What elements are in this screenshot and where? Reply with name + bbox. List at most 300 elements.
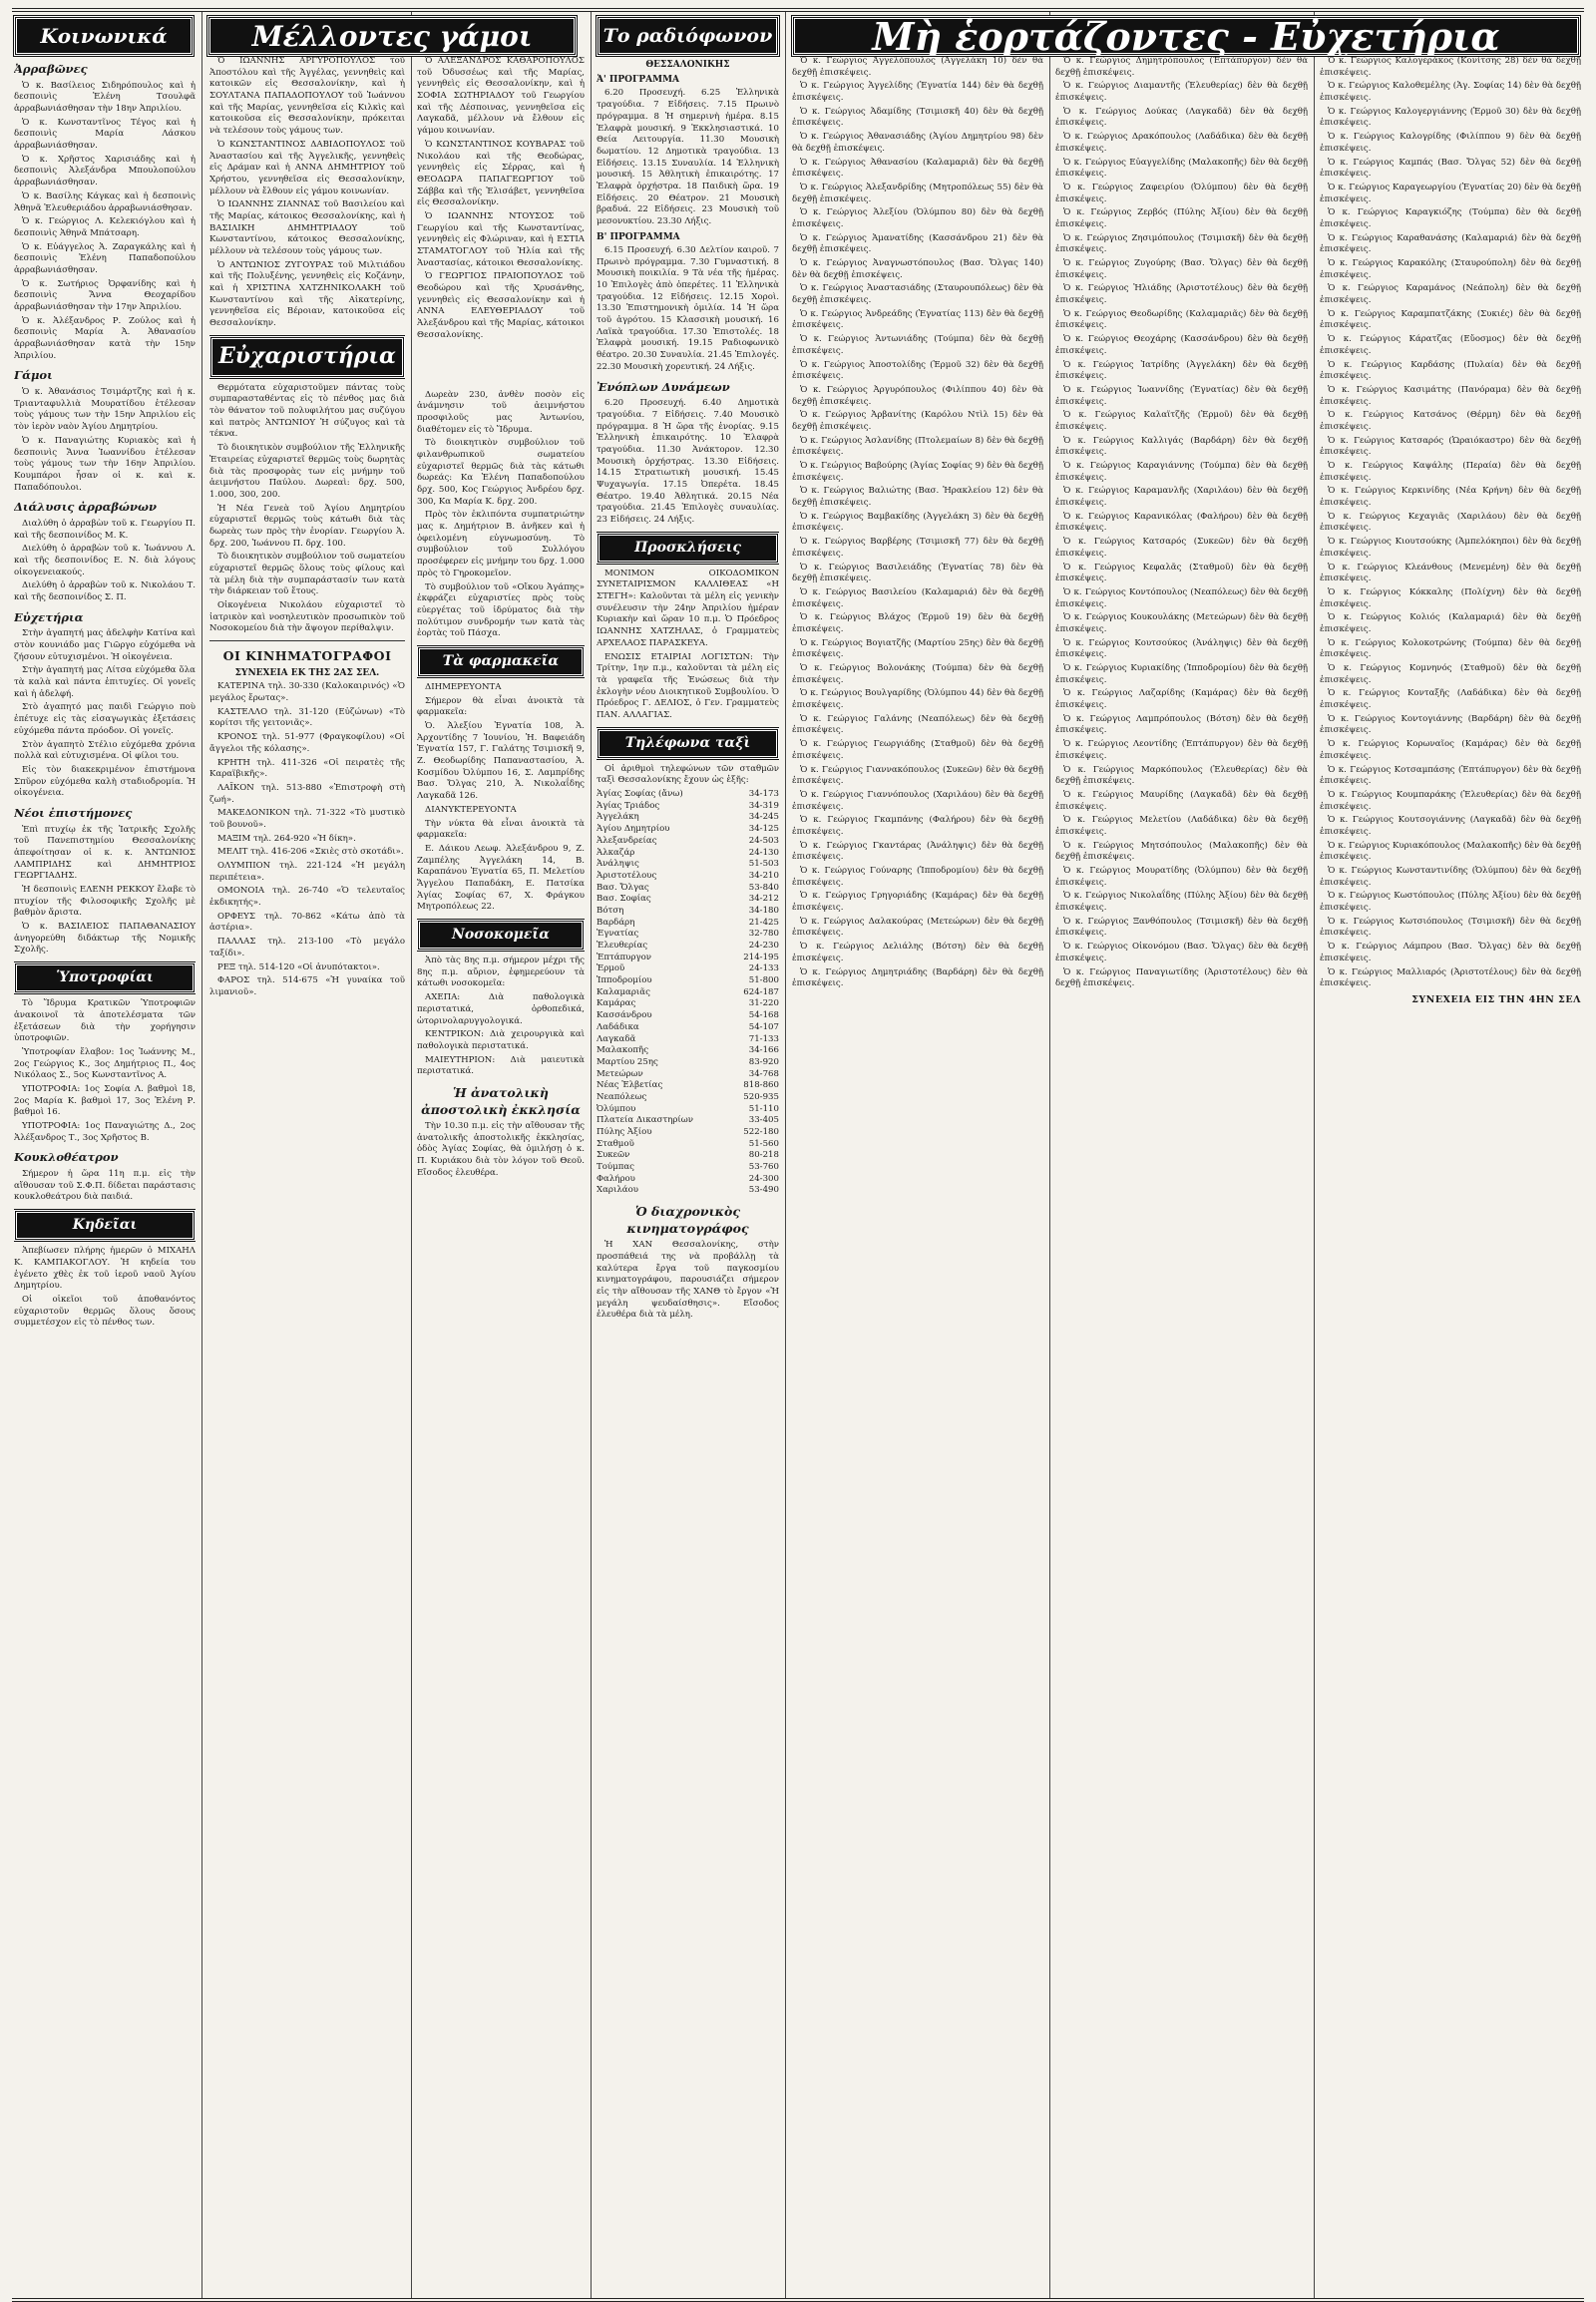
list-item — [792, 183, 1043, 205]
taxi-phone-number: 34-166 — [748, 1045, 779, 1056]
list-item — [1055, 739, 1308, 762]
entry-name: Μαλλιαρός (Ἀριστοτέλους) — [1396, 966, 1518, 977]
entry-name: Δαλακούρας (Μετεώρων) — [868, 916, 981, 927]
entry-name: Βαμβακίδης (Ἀγγελάκη 3) — [867, 511, 982, 522]
entry-name: Γκαντάρας (Ἀνάληψις) — [872, 840, 977, 851]
entry-prefix: Ὁ κ. Γεώργιος — [800, 916, 865, 927]
entry-prefix: Ὁ κ. Γεώργιος — [1063, 232, 1128, 243]
entry-prefix: Ὁ κ. Γεώργιος — [800, 232, 867, 243]
paragraph: Ὁ ΑΝΤΩΝΙΟΣ ΖΥΓΟΥΡΑΣ τοῦ Μιλτιάδου καὶ τῆς Πολυξένης, γεννηθεὶς εἰς Κοζάνην, καὶ ἡ ΧΡΙΣΤΙΝΑ ΧΑΤΖΗΝΙΚΟΛΑΚΗ τοῦ Κωνσταντίνου καὶ τῆς Αἰκατερίνης, γεννηθεῖσα εἰς Βέροιαν, κατοικοῦσα εἰς Θεσσαλονίκην. — [209, 259, 405, 329]
entry-name: Ζερβός (Πύλης Ἀξίου) — [1137, 207, 1240, 218]
anatoliki-heading: Ἡ ἀνατολικὴ ἀποστολικὴ ἐκκλησία — [421, 1084, 581, 1117]
entry-suffix: δὲν θὰ δεχθῇ ἐπισκέψεις. — [1055, 663, 1308, 685]
entry-name: Βουλγαρίδης (Ὀλύμπου 44) — [865, 688, 985, 699]
entry-suffix: δὲν θὰ δεχθῇ ἐπισκέψεις. — [1055, 334, 1308, 356]
paragraph: Ὁ ΙΩΑΝΝΗΣ ΝΤΟΥΣΟΣ τοῦ Γεωργίου καὶ τῆς Κωνσταντίνας, γεννηθεὶς εἰς Φλώριναν, καὶ ἡ ΕΣΤΙΑ ΣΤΑΜΑΤΟΓΛΟΥ τοῦ Ἠλία καὶ τῆς Ἀναστασίας, κάτοικοι Θεσσαλονίκης. — [417, 210, 585, 268]
list-item — [1320, 739, 1581, 762]
list-item — [1055, 967, 1308, 990]
entry-suffix: δὲν θὰ δεχθῇ ἐπισκέψεις. — [1055, 81, 1308, 104]
entry-suffix: δὲν θὰ δεχθῇ ἐπισκέψεις. — [1320, 612, 1581, 634]
paragraph: Στὴν ἀγαπητή μας ἀδελφὴν Κατίνα καὶ στὸν κουνιάδο μας Γιῶργο εὐχόμεθα νὰ ζήσουν εὐτυχισμένοι. Ἡ οἰκογένεια. — [14, 628, 196, 662]
entry-suffix: δὲν θὰ δεχθῇ ἐπισκέψεις. — [1320, 359, 1581, 382]
list-item — [1320, 866, 1581, 889]
list-item — [1055, 81, 1308, 104]
taxi-phone-number: 31-220 — [748, 998, 779, 1009]
taxi-phone-number: 54-168 — [748, 1010, 779, 1021]
eortazontes-list — [1320, 56, 1581, 990]
eucharistiria-list — [417, 390, 585, 640]
entry-name: Καλοθεμέλης (Ἀγ. Σοφίας 14) — [1392, 81, 1522, 92]
entry-prefix: Ὁ κ. Γεώργιος — [1328, 511, 1400, 522]
taxi-phone-number: 33-405 — [748, 1115, 779, 1126]
list-item — [1320, 436, 1581, 459]
mellontes-list — [417, 56, 585, 342]
taxi-phone-number: 51-800 — [748, 975, 779, 986]
entry-suffix: δὲν θὰ δεχθῇ ἐπισκέψεις. — [792, 537, 1043, 559]
list-item — [1320, 183, 1581, 205]
entry-suffix: δὲν θὰ δεχθῇ ἐπισκέψεις. — [1320, 106, 1581, 129]
entry-name: Βογιατζῆς (Μαρτίου 25ης) — [866, 637, 984, 648]
entry-suffix: δὲν θὰ δεχθῇ ἐπισκέψεις. — [792, 410, 1043, 432]
entry-suffix: δὲν θὰ δεχθῇ ἐπισκέψεις. — [1320, 663, 1581, 685]
entry-name: Εὐαγγελίδης (Μαλακοπῆς) — [1129, 157, 1248, 168]
table-row — [597, 941, 779, 953]
column-mellontes-2 — [417, 56, 585, 2292]
entry-prefix: Ὁ κ. Γεώργιος — [800, 81, 865, 92]
entry-prefix: Ὁ κ. Γεώργιος — [1328, 789, 1393, 800]
entry-prefix: Ὁ κ. Γεώργιος — [800, 663, 871, 673]
paragraph: Τὸ διοικητικὸν συμβούλιον τοῦ φιλανθρωπικοῦ σωματείου εὐχαριστεῖ θερμῶς διὰ τὰς κάτωθι δωρεάς: Κα Ἑλένη Παπαδοπούλου δρχ. 500, Κος Γεώργιος Ἀνδρέου δρχ. 300, Κα Μαρία Κ. δρχ. 200. — [417, 438, 585, 507]
entry-prefix: Ὁ κ. Γεώργιος — [1063, 789, 1134, 800]
entry-prefix: Ὁ κ. Γεώργιος — [800, 866, 866, 876]
enoplon-text: 6.20 Προσευχή. 6.40 Δημοτικὰ τραγούδια. 7 Εἰδήσεις. 7.40 Μουσικὸ πρόγραμμα. 8 Ἡ ὥρα τῆς ἐνορίας. 9.15 Ἐλληνικὴ ἐπικαιρότης. 10 Ἐλαφρὰ τραγούδια. 11.30 Ἀνάκτορον. 12.30 Μουσικὴ ὀρχήστρας. 13.30 Εἰδήσεις. 14.15 Στρατιωτικὴ μουσική. 15.45 Ψυχαγωγία. 17.15 Ὀπερέτα. 18.45 Θέατρο. 19.40 Ἀθλητικά. 20.15 Νέα τραγούδια. 21.45 Ἐπιλογὲς συναυλίας. 23 Εἰδήσεις. 24 Λήξις. — [597, 398, 779, 526]
table-row — [597, 1115, 779, 1127]
entry-suffix: δὲν θὰ δεχθῇ ἐπισκέψεις. — [1055, 435, 1308, 458]
taxi-station-name: Ἀγγελάκη — [597, 812, 639, 823]
entry-prefix: Ὁ κ. Γεώργιος — [1328, 359, 1402, 370]
table-row — [597, 975, 779, 987]
entry-suffix: δὲν θὰ δεχθῇ ἐπισκέψεις. — [1055, 916, 1308, 939]
entry-prefix: Ὁ κ. Γεώργιος — [800, 537, 866, 548]
entry-prefix: Ὁ κ. Γεώργιος — [1063, 891, 1127, 902]
entry-name: Καρακόλης (Σταυρούπολη) — [1397, 258, 1517, 268]
taxi-station-name: Ἀνάληψις — [597, 859, 639, 870]
neoi-list — [14, 825, 196, 958]
column-rule — [1314, 12, 1315, 2298]
taxi-station-name: Καμάρας — [597, 998, 636, 1009]
entry-prefix: Ὁ κ. Γεώργιος — [1063, 612, 1127, 623]
entry-prefix: Ὁ κ. Γεώργιος — [1328, 81, 1391, 92]
entry-name: Ἀποστολίδης (Ἑρμοῦ 32) — [869, 359, 981, 370]
entry-suffix: δὲν θὰ δεχθῇ ἐπισκέψεις. — [1055, 764, 1308, 787]
taxi-phone-number: 51-110 — [748, 1103, 779, 1114]
entry-name: Κερκινίδης (Νέα Κρήνη) — [1400, 486, 1513, 497]
entry-prefix: Ὁ κ. Γεώργιος — [1063, 586, 1126, 597]
paragraph: Τὸ συμβούλιον τοῦ «Οἴκου Ἀγάπης» ἐκφράζει εὐχαριστίες πρὸς τοὺς εὐεργέτας τοῦ ἱδρύματος διὰ τὴν πολύτιμον συνδρομήν των κατὰ τὰς ἑορτὰς τοῦ Πάσχα. — [417, 581, 585, 639]
taxi-phone-number: 51-560 — [748, 1138, 779, 1149]
entry-prefix: Ὁ κ. Γεώργιος — [1063, 435, 1134, 446]
entry-name: Βαλιώτης (Βασ. Ἡρακλείου 12) — [868, 486, 1009, 497]
entry-suffix: δὲν θὰ δεχθῇ ἐπισκέψεις. — [1055, 56, 1308, 78]
taxi-station-name: Βότση — [597, 905, 624, 916]
entry-suffix: δὲν θὰ δεχθῇ ἐπισκέψεις. — [1320, 461, 1581, 483]
entry-suffix: δὲν θὰ δεχθῇ ἐπισκέψεις. — [792, 461, 1043, 483]
entry-name: Βλάχος (Ἑρμοῦ 19) — [878, 612, 972, 623]
list-item — [1055, 815, 1308, 838]
list-item — [1320, 815, 1581, 838]
banner-spacer — [417, 344, 585, 390]
list-item — [792, 410, 1043, 433]
table-row — [597, 1069, 779, 1081]
taxi-station-name: Νέας Ἐλβετίας — [597, 1080, 663, 1091]
entry-name: Καραθανάσης (Καλαμαριά) — [1396, 232, 1518, 243]
section-heading: Κουκλοθέατρον — [14, 1150, 119, 1165]
paragraph: Ἡ Νέα Γενεὰ τοῦ Ἀγίου Δημητρίου εὐχαριστεῖ θερμῶς τοὺς κάτωθι διὰ τὰς δωρεὰς των πρὸς τὴν ἐνορίαν. Γεωργίου Ἀ. δρχ. 200, Ἰωάννου Π. δρχ. 100. — [209, 503, 405, 549]
entry-suffix: δὲν θὰ δεχθῇ ἐπισκέψεις. — [1055, 132, 1308, 154]
entry-suffix: δὲν θὰ δεχθῇ ἐπισκέψεις. — [1320, 537, 1581, 559]
column-rule — [591, 12, 592, 2298]
entry-prefix: Ὁ κ. Γεώργιος — [1063, 334, 1129, 345]
paragraph: ΟΡΦΕΥΣ τηλ. 70-862 «Κάτω ἀπὸ τὰ ἀστέρια». — [209, 911, 405, 934]
list-item — [1055, 537, 1308, 560]
continued-note: ΣΥΝΕΧΕΙΑ ΕΙΣ ΤΗΝ 4ΗΝ ΣΕΛ — [1411, 993, 1581, 1005]
entry-suffix: δὲν θὰ δεχθῇ ἐπισκέψεις. — [1320, 157, 1581, 180]
entry-suffix: δὲν θὰ δεχθῇ ἐπισκέψεις. — [1320, 334, 1581, 356]
entry-suffix: δὲν θὰ δεχθῇ ἐπισκέψεις. — [1320, 713, 1581, 736]
entry-name: Γαλάνης (Νεαπόλεως) — [874, 713, 976, 724]
entry-name: Ἠλιάδης (Ἀριστοτέλους) — [1133, 283, 1244, 294]
entry-suffix: δὲν θὰ δεχθῇ ἐπισκέψεις. — [1055, 866, 1308, 888]
entry-prefix: Ὁ κ. Γεώργιος — [1328, 586, 1401, 597]
taxi-station-name: Ἀλεξανδρείας — [597, 835, 657, 846]
column-eortazontes-2 — [1055, 56, 1308, 2292]
entry-prefix: Ὁ κ. Γεώργιος — [1328, 764, 1392, 775]
list-item — [1320, 410, 1581, 433]
column-eortazontes-3 — [1320, 56, 1581, 2292]
entry-name: Διαμαντῆς (Ἐλευθερίας) — [1133, 81, 1243, 92]
column-rule — [411, 12, 412, 2298]
paragraph: Ὁ κ. Ἀλέξανδρος Ρ. Ζούλος καὶ ἡ δεσποινὶς Μαρία Ἀ. Ἀθανασίου ἀρραβωνιάσθησαν κατὰ τὴν 15ην Ἀπριλίου. — [14, 315, 196, 361]
taxi-station-name: Ἑρμοῦ — [597, 963, 625, 974]
entry-prefix: Ὁ κ. Γεώργιος — [800, 258, 868, 268]
taxi-station-name: Βαρδάρη — [597, 917, 635, 928]
paragraph: Τὸ Ἵδρυμα Κρατικῶν Ὑποτροφιῶν ἀνακοινοῖ τὰ ἀποτελέσματα τῶν ἐξετάσεων διὰ τὴν χορήγησιν ὑποτροφιῶν. — [14, 998, 196, 1044]
entry-suffix: δὲν θὰ δεχθῇ ἐπισκέψεις. — [792, 688, 1043, 711]
list-item — [1055, 942, 1308, 964]
entry-prefix: Ὁ κ. Γεώργιος — [1063, 132, 1128, 143]
taxi-phone-number: 24-230 — [748, 941, 779, 952]
entry-suffix: δὲν θὰ δεχθῇ ἐπισκέψεις. — [1055, 384, 1308, 407]
entry-suffix: δὲν θὰ δεχθῇ ἐπισκέψεις. — [1055, 789, 1308, 812]
paragraph: Δωρεὰν 230, ἀνθὲν ποσὸν εἰς ἀνάμνησιν τοῦ ἀειμνήστου προσφιλοῦς μας Ἀντωνίου, διαθέτομεν εἰς τὸ Ἵδρυμα. — [417, 389, 585, 435]
entry-name: Κολοκοτρώνης (Τούμπα) — [1401, 637, 1512, 648]
table-row — [597, 953, 779, 964]
entry-prefix: Ὁ κ. Γεώργιος — [800, 586, 867, 597]
eucharistiria-banner: Εὐχαριστήρια — [209, 336, 405, 378]
kideia-list — [14, 1246, 196, 1330]
entry-name: Κεφαλᾶς (Σταθμοῦ) — [1142, 562, 1234, 573]
entry-suffix: δὲν θὰ δεχθῇ ἐπισκέψεις. — [792, 157, 1043, 180]
entry-suffix: δὲν θὰ δεχθῇ ἐπισκέψεις. — [1320, 637, 1581, 660]
list-item — [1055, 512, 1308, 535]
entry-name: Ἀλεξίου (Ὀλύμπου 80) — [873, 207, 977, 218]
entry-name: Ἀγγελίδης (Ἐγνατία 144) — [868, 81, 982, 92]
entry-suffix: δὲν θὰ δεχθῇ ἐπισκέψεις. — [792, 764, 1043, 787]
list-item — [792, 688, 1043, 711]
entry-name: Βολονάκης (Τούμπα) — [877, 663, 973, 673]
entry-prefix: Ὁ κ. Γεώργιος — [800, 789, 864, 800]
entry-name: Ἀγγελόπουλος (Ἀγγελάκη 10) — [872, 56, 1007, 66]
entry-prefix: Ὁ κ. Γεώργιος — [1063, 81, 1129, 92]
entry-prefix: Ὁ κ. Γεώργιος — [1063, 182, 1133, 192]
entry-prefix: Ὁ κ. Γεώργιος — [1328, 410, 1404, 421]
mellontes-banner: Μέλλοντες γάμοι — [207, 16, 577, 56]
column-social — [14, 56, 196, 2292]
entry-name: Γκαμπάνης (Φαλήρου) — [874, 815, 976, 826]
entry-suffix: δὲν θὰ δεχθῇ ἐπισκέψεις. — [792, 81, 1043, 104]
diachronika-heading: Ὁ διαχρονικὸς κινηματογράφος — [626, 1204, 749, 1237]
entry-name: Καψάλης (Περαία) — [1412, 461, 1501, 471]
list-item — [1055, 107, 1308, 130]
list-item — [792, 815, 1043, 838]
entry-suffix: δὲν θὰ δεχθῇ ἐπισκέψεις. — [1055, 815, 1308, 837]
entry-suffix: δὲν θὰ δεχθῇ ἐπισκέψεις. — [1320, 789, 1581, 812]
table-row — [597, 848, 779, 860]
paragraph: ΟΛΥΜΠΙΟΝ τηλ. 221-124 «Ἡ μεγάλη περιπέτεια». — [209, 861, 405, 883]
list-item — [1320, 967, 1581, 990]
paragraph: Ὁ. Ἀλεξίου Ἐγνατία 108, Ἀ. Ἀρχοντίδης 7 Ἰουνίου, Ἠ. Βαφειάδη Ἐγνατία 157, Γ. Γαλάτης Τσιμισκῆ 9, Ζ. Θεοδωρίδης Παπαναστασίου, Ἀ. Κοσμίδου Ὀλύμπου 16, Σ. Λαμπρίδης Βασ. Ὄλγας 210, Ἀ. Νικολαΐδης Λαγκαδᾶ 126. — [417, 721, 585, 802]
list-item — [1055, 612, 1308, 635]
section-heading: Ἀρραβῶνες — [14, 62, 88, 76]
entry-prefix: Ὁ κ. Γεώργιος — [800, 435, 863, 446]
entry-prefix: Ὁ κ. Γεώργιος — [800, 637, 863, 648]
entry-name: Καραγιάννης (Τούμπα) — [1136, 461, 1240, 471]
entry-name: Καραμανλῆς (Χαριλάου) — [1133, 486, 1243, 497]
entry-suffix: δὲν θὰ δεχθῇ ἐπισκέψεις. — [1320, 840, 1581, 863]
taxi-phone-number: 21-425 — [748, 917, 779, 928]
ypotrofiai-banner: Ὑποτροφίαι — [14, 962, 196, 993]
table-row — [597, 1104, 779, 1116]
paragraph: Ἐπὶ πτυχίῳ ἐκ τῆς Ἰατρικῆς Σχολῆς τοῦ Πανεπιστημίου Θεσσαλονίκης ἀπεφοίτησαν οἱ κ. κ. ἈΝΤΩΝΙΟΣ ΛΑΜΠΡΙΔΗΣ καὶ ΔΗΜΗΤΡΙΟΣ ΓΕΩΡΓΙΑΔΗΣ. — [14, 824, 196, 882]
entry-name: Μητσόπουλος (Μαλακοπῆς) — [1140, 840, 1268, 851]
taxi-station-name: Καλαμαριᾶς — [597, 986, 650, 997]
entry-prefix: Ὁ κ. Γεώργιος — [1063, 713, 1131, 724]
entry-suffix: δὲν θὰ δεχθῇ ἐπισκέψεις. — [1320, 916, 1581, 939]
paragraph: Τὸ διοικητικὸν συμβούλιον τῆς Ἑλληνικῆς Ἑταιρείας εὐχαριστεῖ θερμῶς τοὺς δωρητὰς διὰ τὰς προσφορὰς των εἰς μνήμην τοῦ ἀειμνήστου Παύλου. Δωρεαὶ: δρχ. 500, 1.000, 300, 200. — [209, 443, 405, 500]
entry-suffix: δὲν θὰ δεχθῇ ἐπισκέψεις. — [1320, 283, 1581, 306]
list-item — [1320, 207, 1581, 230]
table-row — [597, 1010, 779, 1022]
radiofono-banner: Το ραδιόφωνον — [597, 16, 779, 56]
paragraph: ΚΑΤΕΡΙΝΑ τηλ. 30-330 (Καλοκαιρινός) «Ὁ μεγάλος ἔρωτας». — [209, 681, 405, 704]
list-item — [1055, 309, 1308, 332]
list-item — [1320, 587, 1581, 610]
list-item — [1055, 663, 1308, 686]
taxi-station-name: Βασ. Σοφίας — [597, 894, 651, 905]
entry-suffix: δὲν θὰ δεχθῇ ἐπισκέψεις. — [1320, 56, 1581, 78]
nosokomeia-banner: Νοσοκομεῖα — [417, 920, 585, 951]
entry-prefix: Ὁ κ. Γεώργιος — [1063, 840, 1134, 851]
entry-name: Κοντόπουλος (Νεαπόλεως) — [1128, 586, 1248, 597]
taxi-phone-number: 24-300 — [748, 1173, 779, 1184]
entry-suffix: δὲν θὰ δεχθῇ ἐπισκέψεις. — [792, 308, 1043, 331]
entry-suffix: δὲν θὰ δεχθῇ ἐπισκέψεις. — [1320, 81, 1581, 104]
list-item — [1320, 385, 1581, 408]
paragraph: Ὁ κ. Χρῆστος Χαρισιάδης καὶ ἡ δεσποινὶς Ἀλεξάνδρα Μπουλοπούλου ἀρραβωνιάσθησαν. — [14, 154, 196, 189]
entry-name: Γιαννόπουλος (Χαριλάου) — [867, 789, 982, 800]
taxi-station-name: Λαδάδικα — [597, 1021, 639, 1032]
taxi-station-name: Κασσάνδρου — [597, 1010, 652, 1021]
entry-prefix: Ὁ κ. Γεώργιος — [1328, 840, 1391, 851]
taxi-station-name: Πύλης Ἀξίου — [597, 1127, 652, 1138]
entry-name: Γιαννακόπουλος (Συκεῶν) — [866, 764, 984, 775]
paragraph: ΕΝΩΣΙΣ ΕΤΑΙΡΙΑΙ ΛΟΓΙΣΤΩΝ: Τὴν Τρίτην, 1ην π.μ., καλοῦνται τὰ μέλη εἰς τὰ γραφεῖα τῆς Ἑνώσεως διὰ τὴν ἐκλογὴν νέου Διοικητικοῦ Συμβουλίου. Ὁ Πρόεδρος Γ. ΔΕΛΙΟΣ, ὁ Γεν. Γραμματεὺς ΠΑΝ. ΑΛΛΑΓΙΑΣ. — [597, 651, 779, 720]
taxi-phone-number: 34-125 — [748, 824, 779, 835]
list-item — [1055, 283, 1308, 306]
list-item — [1320, 917, 1581, 940]
entry-name: Ἀργυρόπουλος (Φιλίππου 40) — [873, 384, 1006, 395]
taxi-station-name: Ἐλευθερίας — [597, 941, 648, 952]
paragraph: ΚΡΗΤΗ τηλ. 411-326 «Οἱ πειρατὲς τῆς Καραϊβικῆς». — [209, 757, 405, 780]
entry-suffix: δὲν θὰ δεχθῇ ἐπισκέψεις. — [1055, 511, 1308, 534]
entry-name: Κυριακίδης (Ἱπποδρομίου) — [1130, 663, 1247, 673]
entry-name: Δελιάλης (Βότση) — [882, 942, 967, 953]
tilefona-banner: Τηλέφωνα ταξὶ — [597, 728, 779, 759]
entry-suffix: δὲν θὰ δεχθῇ ἐπισκέψεις. — [792, 232, 1043, 255]
entry-suffix: δὲν θὰ δεχθῇ ἐπισκέψεις. — [1055, 966, 1308, 989]
taxi-station-name: Ἐπτάπυργον — [597, 952, 651, 962]
entry-suffix: δὲν θὰ δεχθῇ ἐπισκέψεις. — [1055, 486, 1308, 509]
entry-suffix: δὲν θὰ δεχθῇ ἐπισκέψεις. — [792, 713, 1043, 736]
entry-suffix: δὲν θὰ δεχθῇ ἐπισκέψεις. — [792, 182, 1043, 204]
list-item — [1320, 258, 1581, 281]
entry-suffix: δὲν θὰ δεχθῇ ἐπισκέψεις. — [1055, 942, 1308, 963]
entry-name: Ἀμανατίδης (Κασσάνδρου 21) — [872, 232, 1007, 243]
taxi-station-name: Νεαπόλεως — [597, 1091, 647, 1102]
entry-name: Κυριακόπουλος (Μαλακοπῆς) — [1392, 840, 1522, 851]
taxi-station-name: Βασ. Ὄλγας — [597, 882, 649, 893]
entry-suffix: δὲν θὰ δεχθῇ ἐπισκέψεις. — [1055, 308, 1308, 331]
table-row — [597, 918, 779, 930]
entry-name: Κουτσούκος (Ἀνάληψις) — [1134, 637, 1242, 648]
entry-suffix: δὲν θὰ δεχθῇ ἐπισκέψεις. — [1320, 866, 1581, 888]
table-row — [597, 836, 779, 848]
entry-name: Καραγεωργίου (Ἐγνατίας 20) — [1393, 182, 1522, 192]
entry-name: Ζαφειρίου (Ὀλύμπου) — [1139, 182, 1237, 192]
paragraph: Εἰς τὸν διακεκριμένον ἐπιστήμονα Σπῦρον εὐχόμεθα καλὴ σταδιοδρομία. Ἡ οἰκογένεια. — [14, 764, 196, 799]
list-item — [792, 891, 1043, 914]
entry-prefix: Ὁ κ. Γεώργιος — [1328, 486, 1396, 497]
list-item — [792, 385, 1043, 408]
cinema-subheading: ΣΥΝΕΧΕΙΑ ΕΚ ΤΗΣ 2ΑΣ ΣΕΛ. — [234, 668, 380, 679]
taxi-station-name: Πλατεία Δικαστηρίων — [597, 1115, 694, 1126]
entry-prefix: Ὁ κ. Γεώργιος — [1063, 537, 1135, 548]
paragraph: Ὁ ΑΛΕΞΑΝΔΡΟΣ ΚΑΘΑΡΟΠΟΥΛΟΣ τοῦ Ὀδυσσέως καὶ τῆς Μαρίας, γεννηθεὶς εἰς Θεσσαλονίκην, καὶ ἡ ΣΟΦΙΑ ΣΩΤΗΡΙΑΔΟΥ τοῦ Γεωργίου καὶ τῆς Δέσποινας, γεννηθεῖσα εἰς Λαγκαδᾶ, μέλλουν νὰ ἔλθουν εἰς γάμου κοινωνίαν. — [417, 56, 585, 137]
entry-prefix: Ὁ κ. Γεώργιος — [800, 562, 870, 573]
entry-prefix: Ὁ κ. Γεώργιος — [1063, 157, 1126, 168]
taxi-station-name: Μετεώρων — [597, 1068, 643, 1079]
entry-name: Ἀδαμίδης (Τσιμισκῆ 40) — [870, 106, 979, 117]
paragraph: Σήμερον θὰ εἶναι ἀνοικτὰ τὰ φαρμακεῖα: — [417, 695, 585, 718]
entry-suffix: δὲν θὰ δεχθῇ ἐπισκέψεις. — [792, 891, 1043, 914]
list-item — [1320, 714, 1581, 737]
entry-name: Ἀσλανίδης (Πτολεμαίων 8) — [865, 435, 985, 446]
taxi-station-name: Ἐγνατίας — [597, 929, 639, 940]
list-item — [1320, 537, 1581, 560]
entry-name: Κατσαρός (Ὡραιόκαστρο) — [1399, 435, 1514, 446]
entry-prefix: Ὁ κ. Γεώργιος — [1328, 308, 1396, 319]
entry-prefix: Ὁ κ. Γεώργιος — [800, 815, 869, 826]
entry-prefix: Ὁ κ. Γεώργιος — [1328, 56, 1392, 66]
entry-suffix: δὲν θὰ δεχθῇ ἐπισκέψεις. — [1320, 586, 1581, 609]
taxi-station-name: Χαριλάου — [597, 1185, 638, 1196]
entry-prefix: Ὁ κ. Γεώργιος — [1328, 916, 1395, 927]
entry-suffix: δὲν θὰ δεχθῇ ἐπισκέψεις. — [1055, 840, 1308, 863]
column-mellontes-1 — [209, 56, 405, 2292]
entry-name: Κολιός (Καλαμαριά) — [1409, 612, 1505, 623]
list-item — [1320, 233, 1581, 256]
paragraph: ΥΠΟΤΡΟΦΙΑ: 1ος Σοφία Λ. βαθμοὶ 18, 2ος Μαρία Κ. βαθμοὶ 17, 3ος Ἑλένη Ρ. βαθμοὶ 16. — [14, 1083, 196, 1118]
enoplon-heading: Ἐνόπλων Δυνάμεων — [597, 379, 730, 394]
table-row — [597, 963, 779, 975]
entry-prefix: Ὁ κ. Γεώργιος — [800, 106, 866, 117]
entry-name: Κόκκαλης (Πολίχνη) — [1408, 586, 1505, 597]
list-item — [792, 917, 1043, 940]
table-row — [597, 859, 779, 871]
list-item — [1055, 765, 1308, 788]
paragraph: Οἱ οἰκεῖοι τοῦ ἀποθανόντος εὐχαριστοῦν θερμῶς ὅλους ὅσους συμμετέσχον εἰς τὸ πένθος των. — [14, 1294, 196, 1329]
list-item — [1055, 207, 1308, 230]
paragraph: Ἡ δεσποινὶς ΕΛΕΝΗ ΡΕΚΚΟΥ ἔλαβε τὸ πτυχίον τῆς Φιλοσοφικῆς Σχολῆς μὲ βαθμὸν ἄριστα. — [14, 885, 196, 919]
entry-suffix: δὲν θὰ δεχθῇ ἐπισκέψεις. — [1055, 359, 1308, 382]
cinema-list — [209, 681, 405, 998]
list-item — [1055, 891, 1308, 914]
list-item — [1055, 688, 1308, 711]
taxi-phone-table — [597, 789, 779, 1197]
list-item — [1320, 283, 1581, 306]
column-radio — [597, 56, 779, 2292]
entry-name: Ἀνδρεάδης (Ἐγνατίας 113) — [865, 308, 984, 319]
entry-suffix: δὲν θὰ δεχθῇ ἐπισκέψεις. — [1320, 132, 1581, 154]
farmakeia-banner: Τὰ φαρμακεῖα — [417, 646, 585, 677]
entry-name: Κορωναῖος (Καμάρας) — [1405, 739, 1508, 750]
entry-name: Κλεάνθους (Μενεμένη) — [1404, 562, 1510, 573]
entry-prefix: Ὁ κ. Γεώργιος — [800, 713, 869, 724]
entry-prefix: Ὁ κ. Γεώργιος — [800, 334, 869, 345]
taxi-phone-number: 34-180 — [748, 905, 779, 916]
table-row — [597, 789, 779, 801]
entry-suffix: δὲν θὰ δεχθῇ ἐπισκέψεις. — [792, 739, 1043, 761]
eortazontes-list — [792, 56, 1043, 990]
entry-suffix: δὲν θὰ δεχθῇ ἐπισκέψεις. — [792, 815, 1043, 837]
list-item — [1055, 841, 1308, 864]
table-row — [597, 824, 779, 836]
list-item — [792, 841, 1043, 864]
farmakeia-list — [417, 682, 585, 914]
entry-prefix: Ὁ κ. Γεώργιος — [1328, 461, 1403, 471]
table-row — [597, 1022, 779, 1034]
table-row — [597, 801, 779, 813]
list-item — [792, 283, 1043, 306]
table-row — [597, 1150, 779, 1162]
entry-prefix: Ὁ κ. Γεώργιος — [1063, 866, 1131, 876]
paragraph: ΜΟΝΙΜΟΝ ΟΙΚΟΔΟΜΙΚΟΝ ΣΥΝΕΤΑΙΡΙΣΜΟΝ ΚΑΛΛΙΘΕΑΣ «Η ΣΤΕΓΗ»: Καλοῦνται τὰ μέλη εἰς γενικὴν συνέλευσιν τὴν 24ην Ἀπριλίου ἡμέραν Κυριακὴν καὶ ὥραν 10 π.μ. Ὁ Πρόεδρος ΙΩΑΝΝΗΣ ΧΑΤΖΗΛΑΣ, ὁ Γραμματεὺς ΑΡΧΕΛΑΟΣ ΠΑΡΑΣΚΕΥΑ. — [597, 568, 779, 648]
entry-name: Δημητρόπουλος (Ἐπτάπυργον) — [1135, 56, 1272, 66]
anatoliki-text: Τὴν 10.30 π.μ. εἰς τὴν αἴθουσαν τῆς ἀνατολικῆς ἀποστολικῆς ἐκκλησίας, ὁδὸς Ἀγίας Σοφίας, θὰ ὁμιλήσῃ ὁ κ. Π. Κυριάκου διὰ τὸν λόγον τοῦ Θεοῦ. Εἴσοδος ἐλευθέρα. — [417, 1120, 585, 1178]
entry-suffix: δὲν θὰ δεχθῇ ἐπισκέψεις. — [1320, 308, 1581, 331]
entry-suffix: δὲν θὰ δεχθῇ ἐπισκέψεις. — [1320, 815, 1581, 837]
paragraph: ΔΙΗΜΕΡΕΥΟΝΤΑ — [425, 681, 502, 692]
